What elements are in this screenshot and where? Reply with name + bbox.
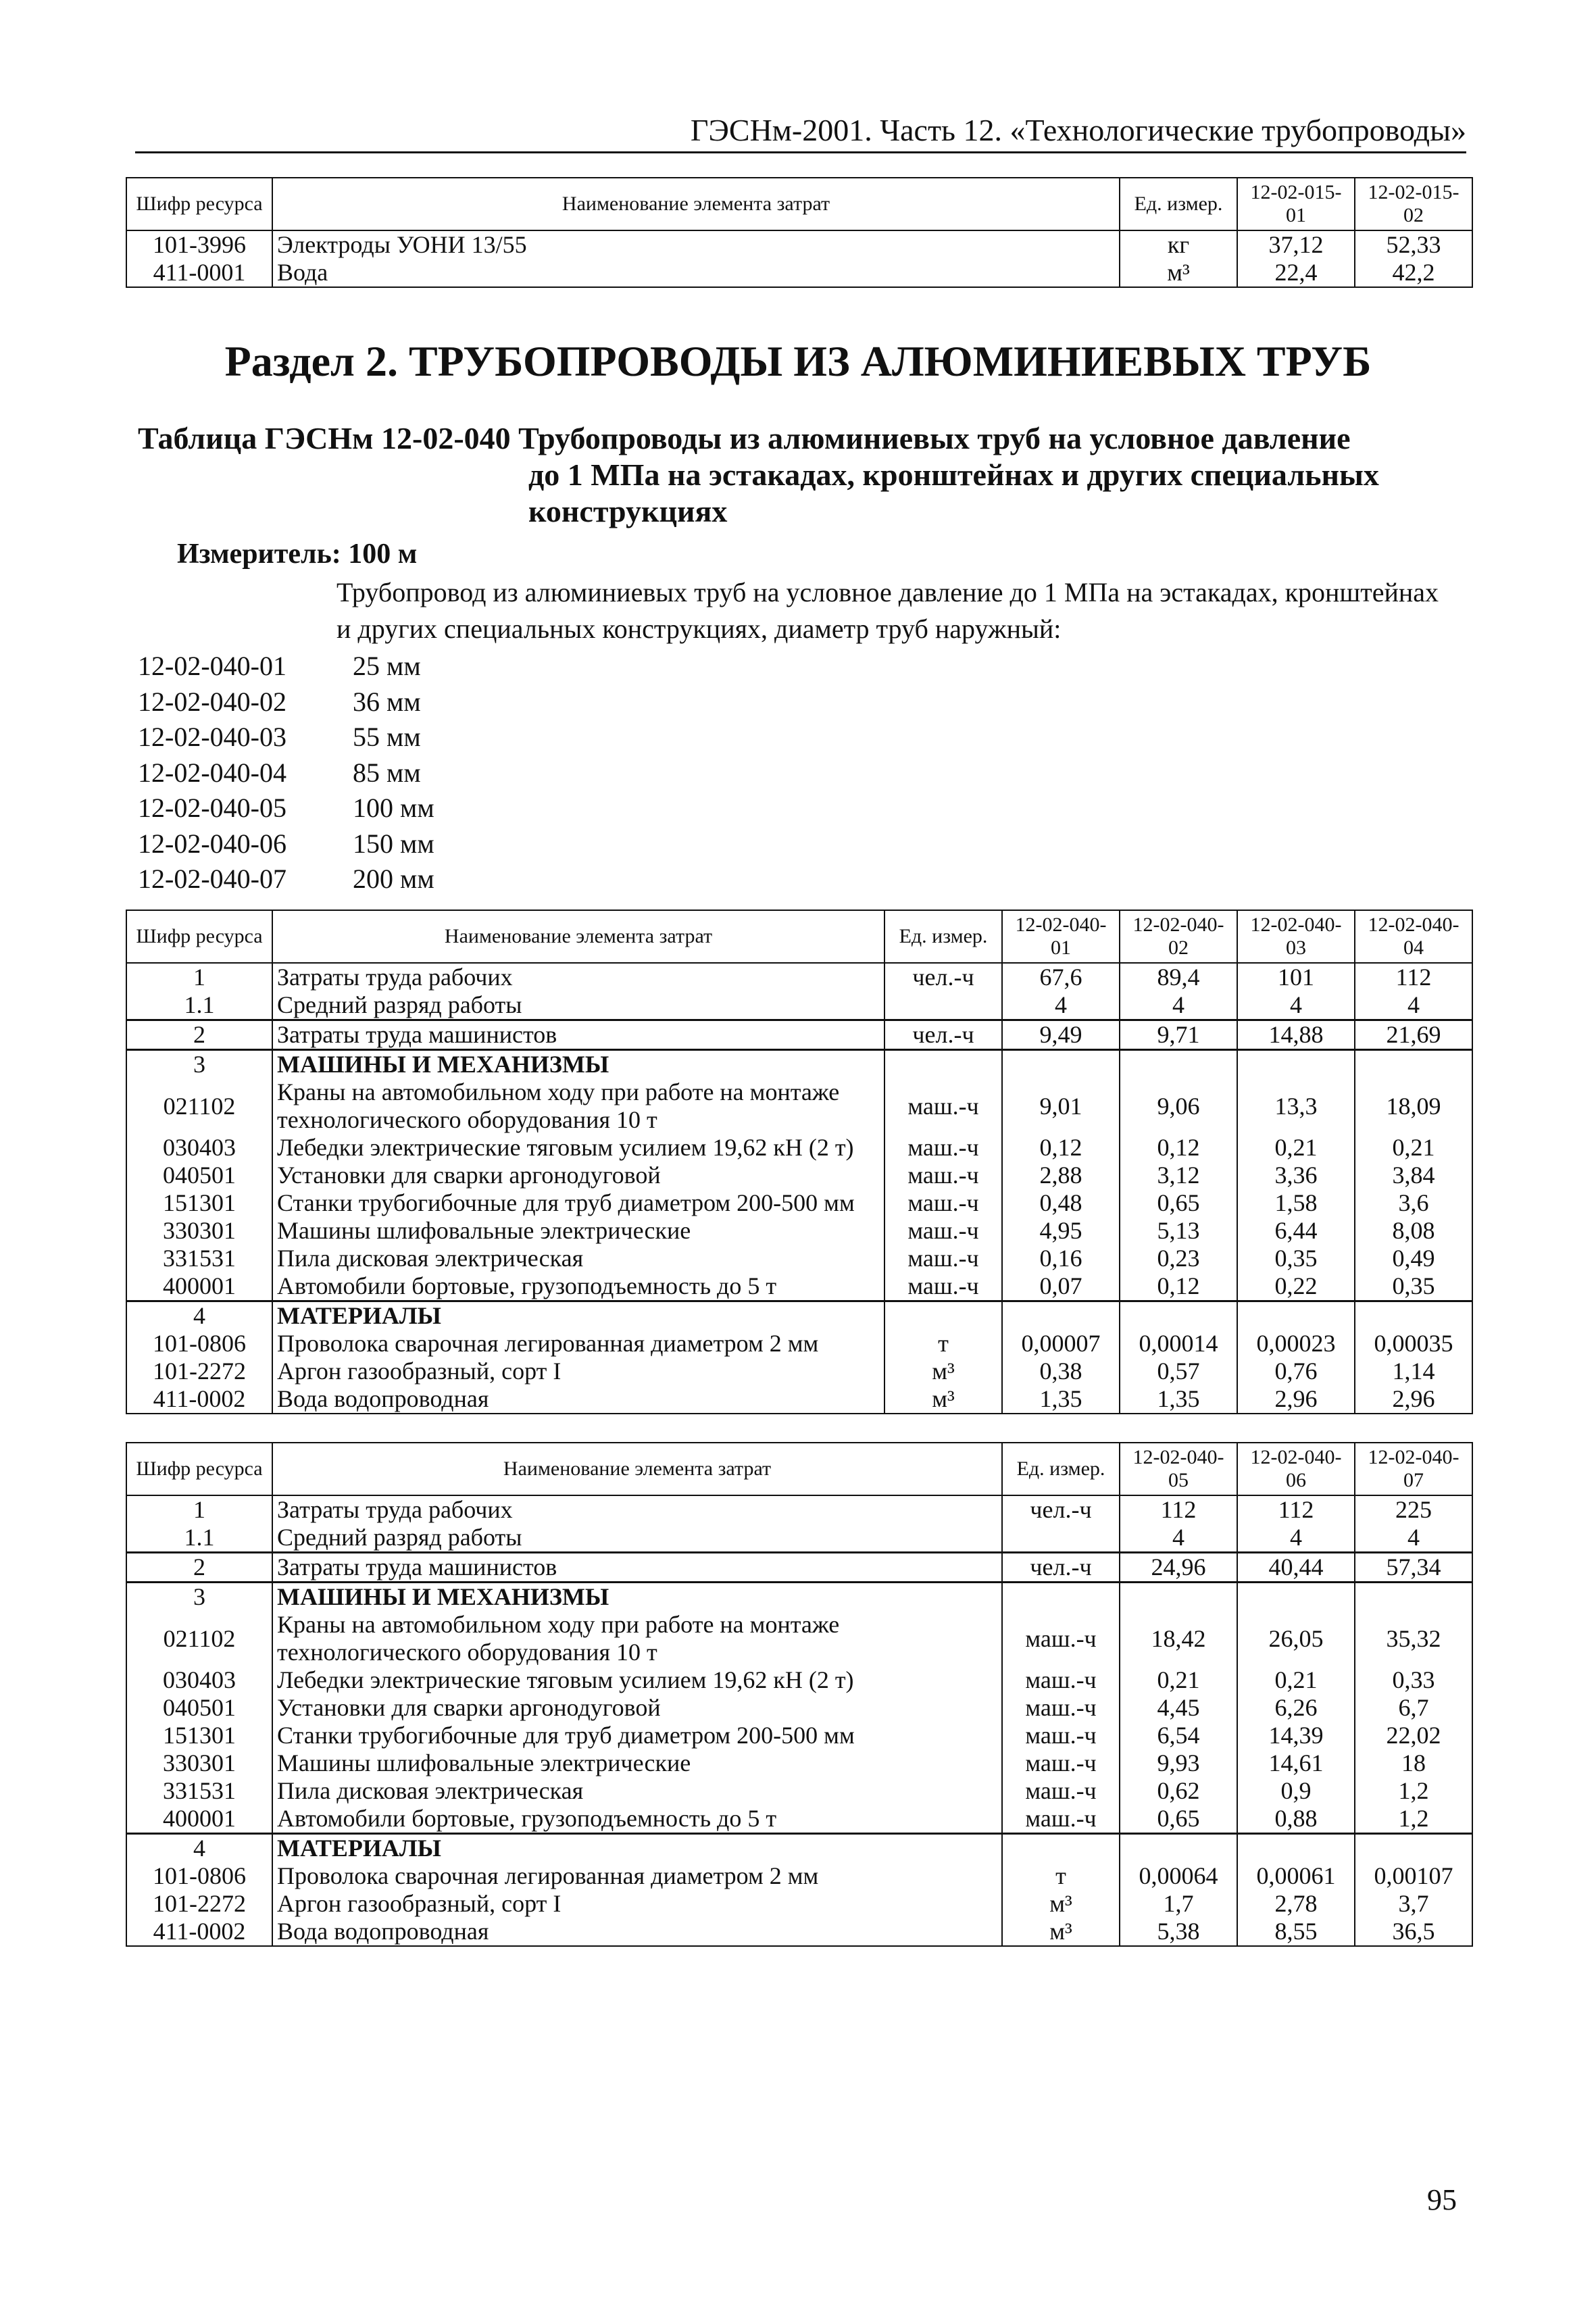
resource-code: 411-0001 xyxy=(126,259,272,287)
column-header: 12-02-040-07 xyxy=(1355,1443,1472,1495)
value: 0,9 xyxy=(1237,1777,1355,1805)
resource-code: 4 xyxy=(126,1834,272,1863)
running-header: ГЭСНм-2001. Часть 12. «Технологические трубопроводы» xyxy=(135,112,1466,153)
value: 4 xyxy=(1237,991,1355,1020)
value: 5,13 xyxy=(1120,1217,1237,1245)
table-row xyxy=(126,1805,1472,1834)
unit xyxy=(884,991,1002,1020)
table-row xyxy=(126,1217,1472,1245)
continuation-table xyxy=(126,177,1473,288)
unit: м³ xyxy=(1120,259,1237,287)
cost-element: Автомобили бортовые, грузоподъемность до 5 т xyxy=(272,1272,884,1301)
value: 3,36 xyxy=(1237,1162,1355,1189)
column-header: Ед. измер. xyxy=(1120,178,1237,230)
pipe-diameter: 36 мм xyxy=(353,686,421,717)
value: 4 xyxy=(1120,1524,1237,1553)
value: 21,69 xyxy=(1355,1020,1472,1050)
value: 4,95 xyxy=(1002,1217,1120,1245)
table-row xyxy=(126,1385,1472,1414)
cost-element: Пила дисковая электрическая xyxy=(272,1777,1002,1805)
value: 2,78 xyxy=(1237,1890,1355,1918)
resource-code: 400001 xyxy=(126,1272,272,1301)
resource-code: 101-0806 xyxy=(126,1330,272,1358)
value: 3,84 xyxy=(1355,1162,1472,1189)
pipe-diameter: 100 мм xyxy=(353,793,434,823)
unit: чел.-ч xyxy=(884,963,1002,991)
cost-element: Затраты труда машинистов xyxy=(272,1020,884,1050)
unit: маш.-ч xyxy=(1002,1666,1120,1694)
unit: маш.-ч xyxy=(884,1162,1002,1189)
value: 40,44 xyxy=(1237,1553,1355,1583)
norms-table-2 xyxy=(126,1442,1473,1947)
norms-table-1 xyxy=(126,910,1473,1414)
table-row xyxy=(126,1495,1472,1524)
resource-code: 400001 xyxy=(126,1805,272,1834)
value: 3,12 xyxy=(1120,1162,1237,1189)
value: 0,35 xyxy=(1237,1245,1355,1272)
resource-code: 411-0002 xyxy=(126,1385,272,1414)
value: 22,02 xyxy=(1355,1722,1472,1749)
value: 0,23 xyxy=(1120,1245,1237,1272)
table-row xyxy=(126,1918,1472,1946)
unit xyxy=(884,1050,1002,1079)
code: 12-02-040-07 xyxy=(138,864,286,894)
resource-code: 1 xyxy=(126,963,272,991)
cost-element: Электроды УОНИ 13/55 xyxy=(272,230,1120,259)
cost-element: Проволока сварочная легированная диаметром 2 мм xyxy=(272,1330,884,1358)
value: 52,33 xyxy=(1355,230,1472,259)
value: 36,5 xyxy=(1355,1918,1472,1946)
resource-code: 331531 xyxy=(126,1245,272,1272)
header-row xyxy=(126,178,1472,230)
resource-code: 040501 xyxy=(126,1694,272,1722)
pipe-diameter: 150 мм xyxy=(353,828,434,859)
value: 0,76 xyxy=(1237,1358,1355,1385)
value: 35,32 xyxy=(1355,1611,1472,1666)
unit: маш.-ч xyxy=(1002,1694,1120,1722)
value: 0,38 xyxy=(1002,1358,1120,1385)
value: 18,09 xyxy=(1355,1078,1472,1134)
value: 0,22 xyxy=(1237,1272,1355,1301)
cost-element: Станки трубогибочные для труб диаметром 200-500 мм xyxy=(272,1722,1002,1749)
cost-element: Проволока сварочная легированная диаметром 2 мм xyxy=(272,1862,1002,1890)
pipe-diameter: 85 мм xyxy=(353,757,421,788)
resource-code: 030403 xyxy=(126,1666,272,1694)
value: 2,96 xyxy=(1355,1385,1472,1414)
value: 9,06 xyxy=(1120,1078,1237,1134)
value: 0,07 xyxy=(1002,1272,1120,1301)
value xyxy=(1355,1834,1472,1863)
code: 12-02-040-03 xyxy=(138,722,286,752)
cost-element: Станки трубогибочные для труб диаметром 200-500 мм xyxy=(272,1189,884,1217)
resource-code: 101-3996 xyxy=(126,230,272,259)
column-header: 12-02-040-06 xyxy=(1237,1443,1355,1495)
table-row xyxy=(126,1694,1472,1722)
unit: кг xyxy=(1120,230,1237,259)
column-header: 12-02-040-03 xyxy=(1237,910,1355,963)
value: 14,39 xyxy=(1237,1722,1355,1749)
description-line1: Трубопровод из алюминиевых труб на условное давление до 1 МПа на эстакадах, кронштейнах xyxy=(336,577,1439,607)
unit: т xyxy=(884,1330,1002,1358)
table-row xyxy=(126,991,1472,1020)
cost-element: Лебедки электрические тяговым усилием 19,62 кН (2 т) xyxy=(272,1666,1002,1694)
value: 9,93 xyxy=(1120,1749,1237,1777)
unit: м³ xyxy=(884,1358,1002,1385)
value xyxy=(1237,1834,1355,1863)
cost-element: Вода водопроводная xyxy=(272,1918,1002,1946)
value xyxy=(1355,1050,1472,1079)
code: 12-02-040-05 xyxy=(138,793,286,823)
value: 6,7 xyxy=(1355,1694,1472,1722)
value xyxy=(1120,1050,1237,1079)
value: 3,6 xyxy=(1355,1189,1472,1217)
value: 101 xyxy=(1237,963,1355,991)
cost-element: Затраты труда рабочих xyxy=(272,963,884,991)
column-header: Наименование элемента затрат xyxy=(272,1443,1002,1495)
resource-code: 021102 xyxy=(126,1611,272,1666)
value: 89,4 xyxy=(1120,963,1237,991)
value: 0,00064 xyxy=(1120,1862,1237,1890)
unit: м³ xyxy=(1002,1890,1120,1918)
cost-element: МАТЕРИАЛЫ xyxy=(272,1301,884,1330)
unit: маш.-ч xyxy=(884,1078,1002,1134)
unit: м³ xyxy=(1002,1918,1120,1946)
table-row xyxy=(126,1245,1472,1272)
value: 0,65 xyxy=(1120,1189,1237,1217)
value xyxy=(1237,1050,1355,1079)
value: 4 xyxy=(1355,991,1472,1020)
unit: маш.-ч xyxy=(884,1217,1002,1245)
value: 0,00061 xyxy=(1237,1862,1355,1890)
description-line2: и других специальных конструкциях, диаметр труб наружный: xyxy=(336,614,1062,644)
value: 57,34 xyxy=(1355,1553,1472,1583)
column-header: 12-02-015-01 xyxy=(1237,178,1355,230)
unit: маш.-ч xyxy=(884,1134,1002,1162)
resource-code: 2 xyxy=(126,1553,272,1583)
value: 37,12 xyxy=(1237,230,1355,259)
meter-label: Измеритель: 100 м xyxy=(177,539,418,570)
unit: маш.-ч xyxy=(884,1245,1002,1272)
resource-code: 1.1 xyxy=(126,1524,272,1553)
table-row xyxy=(126,1050,1472,1079)
code: 12-02-040-06 xyxy=(138,828,286,859)
table-title xyxy=(138,420,1476,530)
value: 0,16 xyxy=(1002,1245,1120,1272)
cost-element: Машины шлифовальные электрические xyxy=(272,1749,1002,1777)
table-row xyxy=(126,1301,1472,1330)
value: 1,7 xyxy=(1120,1890,1237,1918)
resource-code: 331531 xyxy=(126,1777,272,1805)
table-row xyxy=(126,259,1472,287)
value: 9,49 xyxy=(1002,1020,1120,1050)
table-row xyxy=(126,1749,1472,1777)
value: 225 xyxy=(1355,1495,1472,1524)
value: 0,65 xyxy=(1120,1805,1237,1834)
value: 0,21 xyxy=(1237,1666,1355,1694)
cost-element: Установки для сварки аргонодуговой xyxy=(272,1694,1002,1722)
table-row xyxy=(126,1583,1472,1612)
value: 2,88 xyxy=(1002,1162,1120,1189)
resource-code: 4 xyxy=(126,1301,272,1330)
cost-element: Вода xyxy=(272,259,1120,287)
value: 0,00007 xyxy=(1002,1330,1120,1358)
value: 0,48 xyxy=(1002,1189,1120,1217)
description xyxy=(336,574,1478,647)
table-row xyxy=(126,1834,1472,1863)
header-row xyxy=(126,910,1472,963)
value: 0,00035 xyxy=(1355,1330,1472,1358)
value: 0,00023 xyxy=(1237,1330,1355,1358)
column-header: Наименование элемента затрат xyxy=(272,178,1120,230)
value: 0,12 xyxy=(1120,1134,1237,1162)
value: 0,21 xyxy=(1120,1666,1237,1694)
column-header: Шифр ресурса xyxy=(126,910,272,963)
resource-code: 1 xyxy=(126,1495,272,1524)
value: 18,42 xyxy=(1120,1611,1237,1666)
value: 9,01 xyxy=(1002,1078,1120,1134)
section-title: Раздел 2. ТРУБОПРОВОДЫ ИЗ АЛЮМИНИЕВЫХ ТРУБ xyxy=(224,337,1372,385)
code: 12-02-040-02 xyxy=(138,686,286,717)
column-header: 12-02-015-02 xyxy=(1355,178,1472,230)
value: 6,26 xyxy=(1237,1694,1355,1722)
value: 26,05 xyxy=(1237,1611,1355,1666)
column-header: Шифр ресурса xyxy=(126,178,272,230)
unit: маш.-ч xyxy=(1002,1805,1120,1834)
table-row xyxy=(126,1777,1472,1805)
table-title-line2: до 1 МПа на эстакадах, кронштейнах и других специальных xyxy=(528,457,1379,492)
value: 0,35 xyxy=(1355,1272,1472,1301)
value: 1,14 xyxy=(1355,1358,1472,1385)
value: 1,35 xyxy=(1120,1385,1237,1414)
table-row xyxy=(126,1134,1472,1162)
code: 12-02-040-04 xyxy=(138,757,286,788)
table-row xyxy=(126,1722,1472,1749)
value: 1,2 xyxy=(1355,1805,1472,1834)
value xyxy=(1120,1583,1237,1612)
value: 14,88 xyxy=(1237,1020,1355,1050)
value: 4 xyxy=(1237,1524,1355,1553)
value: 0,12 xyxy=(1002,1134,1120,1162)
value: 1,2 xyxy=(1355,1777,1472,1805)
resource-code: 411-0002 xyxy=(126,1918,272,1946)
value xyxy=(1120,1301,1237,1330)
value: 8,55 xyxy=(1237,1918,1355,1946)
unit: маш.-ч xyxy=(1002,1722,1120,1749)
cost-element: Краны на автомобильном ходу при работе на монтаже технологического оборудования 10 т xyxy=(272,1078,884,1134)
value xyxy=(1120,1834,1237,1863)
cost-element: Средний разряд работы xyxy=(272,991,884,1020)
cost-element: МАШИНЫ И МЕХАНИЗМЫ xyxy=(272,1050,884,1079)
resource-code: 151301 xyxy=(126,1189,272,1217)
table-row xyxy=(126,1272,1472,1301)
value: 4 xyxy=(1120,991,1237,1020)
table-row xyxy=(126,1189,1472,1217)
cost-element: Вода водопроводная xyxy=(272,1385,884,1414)
cost-element: Установки для сварки аргонодуговой xyxy=(272,1162,884,1189)
table-title-line3: конструкциях xyxy=(528,494,728,528)
value: 0,21 xyxy=(1237,1134,1355,1162)
unit xyxy=(884,1301,1002,1330)
resource-code: 330301 xyxy=(126,1217,272,1245)
value: 0,21 xyxy=(1355,1134,1472,1162)
value: 13,3 xyxy=(1237,1078,1355,1134)
value: 67,6 xyxy=(1002,963,1120,991)
column-header: 12-02-040-01 xyxy=(1002,910,1120,963)
resource-code: 101-0806 xyxy=(126,1862,272,1890)
table-row xyxy=(126,230,1472,259)
cost-element: Затраты труда рабочих xyxy=(272,1495,1002,1524)
resource-code: 101-2272 xyxy=(126,1890,272,1918)
code-list-item xyxy=(138,862,434,897)
column-header: 12-02-040-05 xyxy=(1120,1443,1237,1495)
cost-element: МАТЕРИАЛЫ xyxy=(272,1834,1002,1863)
table-title-line1: Таблица ГЭСНм 12-02-040 Трубопроводы из алюминиевых труб на условное давление xyxy=(138,421,1351,455)
unit: чел.-ч xyxy=(1002,1495,1120,1524)
header-row xyxy=(126,1443,1472,1495)
column-header: Ед. измер. xyxy=(884,910,1002,963)
cost-element: МАШИНЫ И МЕХАНИЗМЫ xyxy=(272,1583,1002,1612)
value: 112 xyxy=(1120,1495,1237,1524)
column-header: 12-02-040-04 xyxy=(1355,910,1472,963)
table-row xyxy=(126,1666,1472,1694)
value: 1,35 xyxy=(1002,1385,1120,1414)
value: 8,08 xyxy=(1355,1217,1472,1245)
value: 0,57 xyxy=(1120,1358,1237,1385)
value: 14,61 xyxy=(1237,1749,1355,1777)
value: 22,4 xyxy=(1237,259,1355,287)
value xyxy=(1237,1301,1355,1330)
unit: маш.-ч xyxy=(1002,1777,1120,1805)
table-row xyxy=(126,1524,1472,1553)
table-row xyxy=(126,1162,1472,1189)
value: 1,58 xyxy=(1237,1189,1355,1217)
value: 112 xyxy=(1237,1495,1355,1524)
value: 0,33 xyxy=(1355,1666,1472,1694)
table-row xyxy=(126,1862,1472,1890)
value: 9,71 xyxy=(1120,1020,1237,1050)
table-row xyxy=(126,1611,1472,1666)
cost-element: Лебедки электрические тяговым усилием 19,62 кН (2 т) xyxy=(272,1134,884,1162)
value: 4,45 xyxy=(1120,1694,1237,1722)
unit xyxy=(1002,1834,1120,1863)
cost-element: Средний разряд работы xyxy=(272,1524,1002,1553)
cost-element: Автомобили бортовые, грузоподъемность до 5 т xyxy=(272,1805,1002,1834)
value: 6,54 xyxy=(1120,1722,1237,1749)
code-list-item xyxy=(138,684,434,720)
value: 0,00014 xyxy=(1120,1330,1237,1358)
unit: маш.-ч xyxy=(1002,1749,1120,1777)
value xyxy=(1002,1050,1120,1079)
resource-code: 2 xyxy=(126,1020,272,1050)
value: 112 xyxy=(1355,963,1472,991)
table-row xyxy=(126,963,1472,991)
value: 0,00107 xyxy=(1355,1862,1472,1890)
value: 0,12 xyxy=(1120,1272,1237,1301)
value: 24,96 xyxy=(1120,1553,1237,1583)
unit: маш.-ч xyxy=(1002,1611,1120,1666)
code-list-item xyxy=(138,649,434,684)
value: 4 xyxy=(1355,1524,1472,1553)
code-list-item xyxy=(138,826,434,862)
column-header: Наименование элемента затрат xyxy=(272,910,884,963)
value: 2,96 xyxy=(1237,1385,1355,1414)
value: 3,7 xyxy=(1355,1890,1472,1918)
value: 0,62 xyxy=(1120,1777,1237,1805)
table-row xyxy=(126,1330,1472,1358)
unit xyxy=(1002,1524,1120,1553)
unit: т xyxy=(1002,1862,1120,1890)
value xyxy=(1002,1301,1120,1330)
unit: маш.-ч xyxy=(884,1272,1002,1301)
value: 5,38 xyxy=(1120,1918,1237,1946)
resource-code: 3 xyxy=(126,1050,272,1079)
cost-element: Пила дисковая электрическая xyxy=(272,1245,884,1272)
value xyxy=(1355,1301,1472,1330)
table-row xyxy=(126,1358,1472,1385)
unit: чел.-ч xyxy=(884,1020,1002,1050)
cost-element: Краны на автомобильном ходу при работе на монтаже технологического оборудования 10 т xyxy=(272,1611,1002,1666)
column-header: Шифр ресурса xyxy=(126,1443,272,1495)
unit xyxy=(1002,1583,1120,1612)
code-list-item xyxy=(138,791,434,826)
value: 0,49 xyxy=(1355,1245,1472,1272)
column-header: Ед. измер. xyxy=(1002,1443,1120,1495)
pipe-diameter: 25 мм xyxy=(353,651,421,681)
column-header: 12-02-040-02 xyxy=(1120,910,1237,963)
code-list xyxy=(138,649,434,897)
resource-code: 151301 xyxy=(126,1722,272,1749)
unit: маш.-ч xyxy=(884,1189,1002,1217)
unit: чел.-ч xyxy=(1002,1553,1120,1583)
resource-code: 030403 xyxy=(126,1134,272,1162)
table-row xyxy=(126,1020,1472,1050)
resource-code: 021102 xyxy=(126,1078,272,1134)
pipe-diameter: 55 мм xyxy=(353,722,421,752)
resource-code: 101-2272 xyxy=(126,1358,272,1385)
code: 12-02-040-01 xyxy=(138,651,286,681)
cost-element: Аргон газообразный, сорт I xyxy=(272,1890,1002,1918)
value: 18 xyxy=(1355,1749,1472,1777)
table-row xyxy=(126,1078,1472,1134)
pipe-diameter: 200 мм xyxy=(353,864,434,894)
table-row xyxy=(126,1553,1472,1583)
cost-element: Машины шлифовальные электрические xyxy=(272,1217,884,1245)
resource-code: 040501 xyxy=(126,1162,272,1189)
resource-code: 330301 xyxy=(126,1749,272,1777)
cost-element: Аргон газообразный, сорт I xyxy=(272,1358,884,1385)
table-row xyxy=(126,1890,1472,1918)
unit: м³ xyxy=(884,1385,1002,1414)
value: 42,2 xyxy=(1355,259,1472,287)
cost-element: Затраты труда машинистов xyxy=(272,1553,1002,1583)
resource-code: 3 xyxy=(126,1583,272,1612)
code-list-item xyxy=(138,755,434,791)
value xyxy=(1355,1583,1472,1612)
page-number: 95 xyxy=(1427,2183,1457,2216)
code-list-item xyxy=(138,720,434,755)
resource-code: 1.1 xyxy=(126,991,272,1020)
value: 4 xyxy=(1002,991,1120,1020)
value xyxy=(1237,1583,1355,1612)
value: 0,88 xyxy=(1237,1805,1355,1834)
value: 6,44 xyxy=(1237,1217,1355,1245)
